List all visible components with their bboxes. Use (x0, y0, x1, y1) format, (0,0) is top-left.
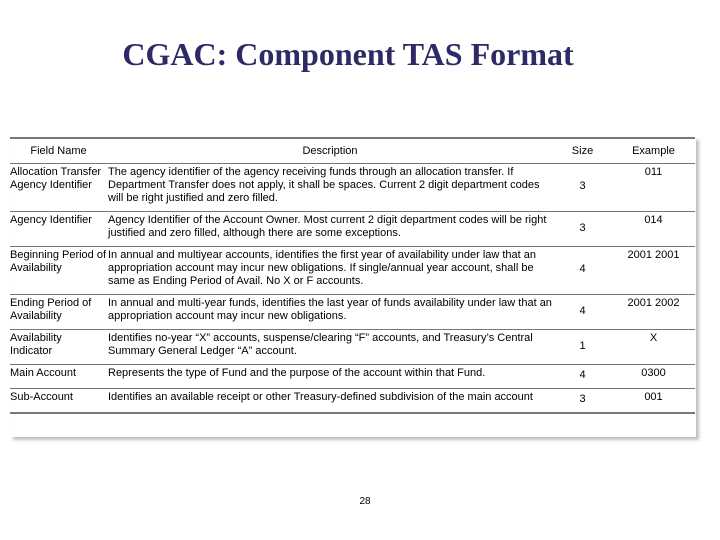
row-description: Represents the type of Fund and the purpose of the account within that Fund. (107, 365, 553, 389)
row-size: 4 (553, 247, 612, 295)
row-field-name: Allocation Transfer Agency Identifier (10, 164, 107, 212)
row-example: X (612, 330, 695, 365)
row-size: 4 (553, 365, 612, 389)
table-row (10, 389, 695, 414)
row-field-name: Beginning Period of Availability (10, 247, 107, 295)
row-example: 011 (612, 164, 695, 212)
row-description: In annual and multi-year funds, identifies the last year of funds availability under law that an appropriation account may incur new obligations. (107, 295, 553, 330)
row-description: Identifies no-year “X” accounts, suspense/clearing “F” accounts, and Treasury’s Central Summary General Ledger “A” account. (107, 330, 553, 365)
row-description: Identifies an available receipt or other Treasury-defined subdivision of the main account (107, 389, 553, 414)
table-row (10, 247, 695, 295)
row-size: 4 (553, 295, 612, 330)
row-example: 2001 2001 (612, 247, 695, 295)
page-number: 28 (359, 496, 371, 507)
table-header-row (10, 138, 695, 164)
row-description: The agency identifier of the agency receiving funds through an allocation transfer. If Department Transfer does not apply, it shall be spaces. Current 2 digit department codes will be right justified and zero filled. (107, 164, 553, 212)
header-description: Description (107, 138, 553, 164)
row-field-name: Availability Indicator (10, 330, 107, 365)
row-size: 3 (553, 389, 612, 414)
row-size: 3 (553, 212, 612, 247)
row-example: 0300 (612, 365, 695, 389)
row-field-name: Sub-Account (10, 389, 107, 414)
row-size: 1 (553, 330, 612, 365)
row-field-name: Agency Identifier (10, 212, 107, 247)
table-row (10, 164, 695, 212)
row-example: 001 (612, 389, 695, 414)
row-size: 3 (553, 164, 612, 212)
header-field-name: Field Name (10, 138, 107, 164)
row-description: Agency Identifier of the Account Owner. Most current 2 digit department codes will be right justified and zero filled, although there are some exceptions. (107, 212, 553, 247)
row-field-name: Ending Period of Availability (10, 295, 107, 330)
header-size: Size (553, 138, 612, 164)
header-example: Example (612, 138, 695, 164)
table-row (10, 212, 695, 247)
row-example: 014 (612, 212, 695, 247)
tas-format-table (10, 137, 695, 414)
row-example: 2001 2002 (612, 295, 695, 330)
slide-title: CGAC: Component TAS Format (122, 36, 574, 72)
table-row (10, 365, 695, 389)
table-row (10, 330, 695, 365)
row-description: In annual and multiyear accounts, identifies the first year of availability under law that an appropriation account may incur new obligations. If single/annual year account, shall be same as Ending Period of Avail. No X or F accounts. (107, 247, 553, 295)
row-field-name: Main Account (10, 365, 107, 389)
table-row (10, 295, 695, 330)
